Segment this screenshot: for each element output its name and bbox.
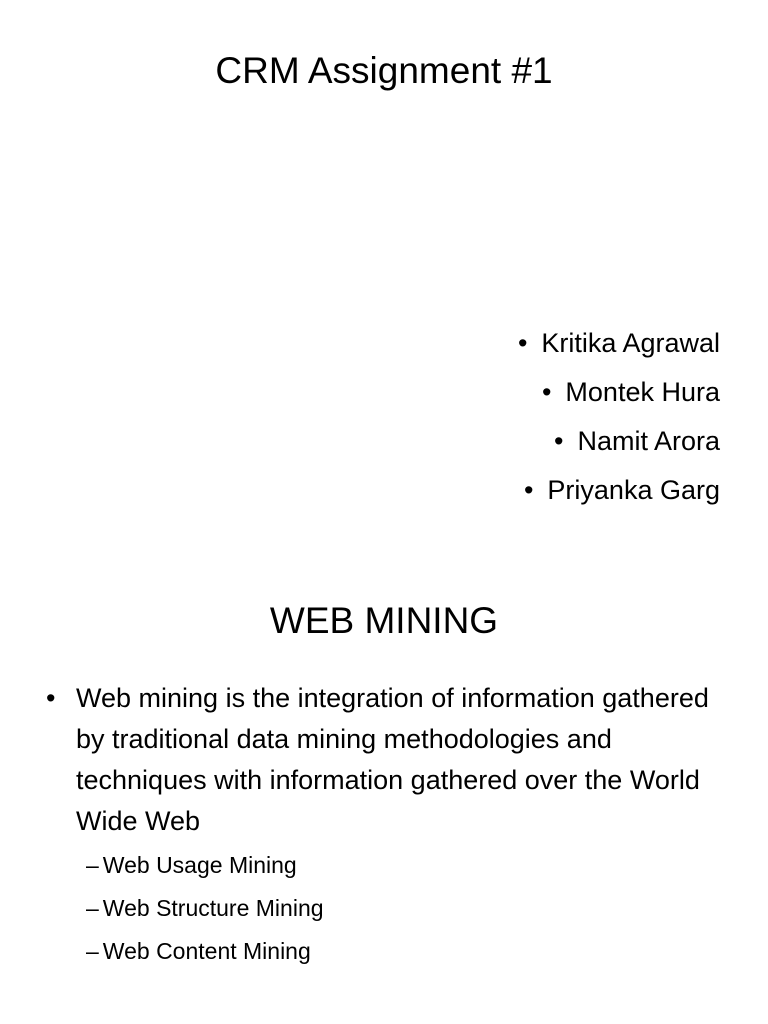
bullet-icon: •: [541, 377, 552, 407]
dash-icon: –: [86, 852, 99, 878]
slide-title: WEB MINING: [269, 600, 499, 641]
bullet-icon: •: [517, 328, 528, 358]
slide-title: CRM Assignment #1: [215, 50, 553, 91]
slide-web-mining: [0, 560, 768, 1024]
team-member-name: Priyanka Garg: [547, 475, 720, 505]
team-member-name: Montek Hura: [565, 377, 720, 407]
team-member-item: [518, 322, 720, 371]
bullet-text: Web mining is the integration of information gathered by traditional data mining methodologies and techniques with information gathered over the World Wide Web: [76, 683, 709, 836]
sub-bullet-item: [86, 887, 726, 930]
bullet-list: [46, 678, 726, 973]
team-member-item: [518, 420, 720, 469]
team-member-item: [518, 371, 720, 420]
bullet-icon: •: [46, 683, 56, 713]
dash-icon: –: [86, 938, 99, 964]
bullet-icon: •: [554, 426, 564, 456]
team-member-name: Namit Arora: [577, 426, 720, 456]
bullet-icon: •: [523, 475, 534, 505]
team-member-name: Kritika Agrawal: [541, 328, 720, 358]
bullet-item: [46, 678, 726, 973]
team-member-list: [518, 322, 720, 518]
sub-bullet-text: Web Content Mining: [102, 938, 311, 964]
sub-bullet-text: Web Structure Mining: [102, 895, 324, 921]
dash-icon: –: [86, 895, 99, 921]
sub-bullet-text: Web Usage Mining: [102, 852, 297, 878]
sub-bullet-list: [86, 844, 726, 973]
team-member-item: [518, 469, 720, 518]
sub-bullet-item: [86, 930, 726, 973]
sub-bullet-item: [86, 844, 726, 887]
